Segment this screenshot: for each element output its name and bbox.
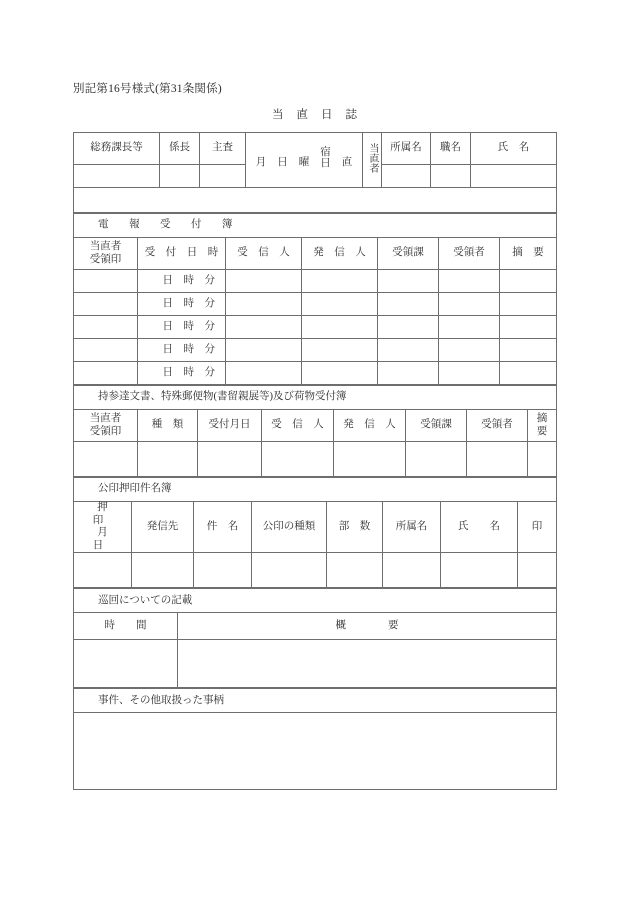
field-recipient[interactable] — [226, 270, 302, 293]
field-destination[interactable] — [132, 553, 194, 588]
date-label-month: 月 — [255, 156, 267, 168]
col-duty-receipt-seal-line1: 当直者 — [89, 241, 122, 253]
field-receiving-section[interactable] — [378, 316, 439, 339]
field-receipt-datetime[interactable]: 日 時 分 — [138, 293, 226, 316]
col-receiver: 受領者 — [467, 410, 528, 442]
col-duty-receipt-seal-line2: 受領印 — [89, 253, 122, 265]
col-receipt-date: 受付月日 — [198, 410, 262, 442]
col-affiliation: 所属名 — [383, 502, 441, 553]
date-label-weekday: 曜 — [298, 156, 310, 168]
col-affiliation: 所属名 — [382, 133, 431, 165]
col-seal: 印 — [518, 502, 557, 553]
col-somu-kacho: 総務課長等 — [74, 133, 160, 165]
table-row — [74, 293, 557, 316]
section-label-telegram: 電 報 受 付 簿 — [74, 214, 557, 238]
duty-type-stack — [320, 147, 331, 169]
field-name[interactable] — [471, 165, 557, 188]
documents-section-title-row — [74, 386, 557, 410]
field-receiver[interactable] — [439, 270, 500, 293]
duty-type-daytime: 日 — [320, 158, 331, 169]
incidents-section-title-row — [74, 689, 557, 713]
duty-log-form — [73, 132, 556, 790]
field-recipient[interactable] — [262, 442, 334, 477]
field-recipient[interactable] — [226, 362, 302, 385]
field-receipt-datetime[interactable]: 日 時 分 — [138, 270, 226, 293]
field-sender[interactable] — [302, 339, 378, 362]
seal-section-title-row — [74, 478, 557, 502]
field-position[interactable] — [431, 165, 471, 188]
col-recipient: 受 信 人 — [262, 410, 334, 442]
patrol-section — [73, 588, 557, 688]
col-remarks: 摘 要 — [500, 238, 557, 270]
header-table — [73, 132, 557, 213]
field-seal[interactable] — [518, 553, 557, 588]
table-row — [74, 270, 557, 293]
field-sender[interactable] — [302, 293, 378, 316]
field-recipient[interactable] — [226, 293, 302, 316]
field-duty-receipt-seal[interactable] — [74, 316, 138, 339]
duty-person-label: 当直者 — [367, 142, 378, 173]
col-subject: 件 名 — [194, 502, 252, 553]
table-row — [74, 640, 557, 688]
field-remarks[interactable] — [500, 293, 557, 316]
col-seal-date-line2: 月 日 — [92, 527, 137, 551]
field-receipt-date[interactable] — [198, 442, 262, 477]
field-duty-receipt-seal[interactable] — [74, 362, 138, 385]
page-title: 当直日誌 — [272, 109, 370, 121]
telegram-header-row — [74, 238, 557, 270]
field-remarks[interactable] — [500, 270, 557, 293]
documents-header-row — [74, 410, 557, 442]
form-number: 別記第16号様式(第31条関係) — [73, 83, 222, 95]
field-receiving-section[interactable] — [406, 442, 467, 477]
col-shusa: 主査 — [200, 133, 246, 165]
field-receiver[interactable] — [439, 316, 500, 339]
telegram-section-title-row — [74, 214, 557, 238]
col-seal-date-line1: 押 印 — [92, 502, 137, 526]
field-receiving-section[interactable] — [378, 270, 439, 293]
field-seal-date[interactable] — [74, 553, 132, 588]
field-receiver[interactable] — [439, 293, 500, 316]
incidents-section — [73, 688, 557, 790]
field-affiliation[interactable] — [383, 553, 441, 588]
field-receipt-datetime[interactable]: 日 時 分 — [138, 339, 226, 362]
field-receipt-datetime[interactable]: 日 時 分 — [138, 316, 226, 339]
col-receipt-datetime: 受 付 日 時 — [138, 238, 226, 270]
seal-section — [73, 477, 557, 588]
col-receiving-section: 受領課 — [406, 410, 467, 442]
field-recipient[interactable] — [226, 339, 302, 362]
col-copies: 部 数 — [327, 502, 383, 553]
field-receiving-section[interactable] — [378, 293, 439, 316]
field-subject[interactable] — [194, 553, 252, 588]
field-copies[interactable] — [327, 553, 383, 588]
col-name: 氏 名 — [441, 502, 518, 553]
col-date-duty — [246, 133, 363, 188]
field-sender[interactable] — [302, 362, 378, 385]
table-row — [74, 442, 557, 477]
col-sender: 発 信 人 — [302, 238, 378, 270]
section-label-patrol: 巡回についての記載 — [74, 589, 557, 613]
patrol-header-row — [74, 613, 557, 640]
field-duty-receipt-seal[interactable] — [74, 270, 138, 293]
field-recipient[interactable] — [226, 316, 302, 339]
field-patrol-summary[interactable] — [178, 640, 557, 688]
documents-section — [73, 385, 557, 477]
patrol-section-title-row — [74, 589, 557, 613]
col-receiving-section: 受領課 — [378, 238, 439, 270]
field-sender[interactable] — [302, 316, 378, 339]
col-kind: 種 類 — [138, 410, 198, 442]
col-destination: 発信先 — [132, 502, 194, 553]
field-shusa[interactable] — [200, 165, 246, 188]
field-receiving-section[interactable] — [378, 362, 439, 385]
table-row — [74, 713, 557, 790]
col-duty-receipt-seal-line2: 受領印 — [89, 425, 122, 437]
field-receiving-section[interactable] — [378, 339, 439, 362]
col-position: 職名 — [431, 133, 471, 165]
section-label-documents: 持参達文書、特殊郵便物(書留親展等)及び荷物受付簿 — [74, 386, 557, 410]
field-kakaricho[interactable] — [160, 165, 200, 188]
col-summary: 概 要 — [178, 613, 557, 640]
field-affiliation[interactable] — [382, 165, 431, 188]
field-receipt-datetime[interactable]: 日 時 分 — [138, 362, 226, 385]
col-time: 時 間 — [74, 613, 178, 640]
field-seal-type[interactable] — [252, 553, 327, 588]
col-duty-receipt-seal — [74, 410, 138, 442]
field-remarks[interactable] — [500, 316, 557, 339]
field-kind[interactable] — [138, 442, 198, 477]
header-notes-row — [74, 188, 557, 213]
section-label-incidents: 事件、その他取扱った事柄 — [74, 689, 557, 713]
col-duty-person — [363, 133, 382, 188]
col-remarks: 摘 要 — [528, 410, 557, 442]
table-row — [74, 553, 557, 588]
field-header-notes[interactable] — [74, 188, 557, 213]
duty-type-overnight: 宿 — [320, 146, 331, 158]
field-remarks[interactable] — [500, 362, 557, 385]
section-label-seal: 公印押印件名簿 — [74, 478, 557, 502]
field-duty-receipt-seal[interactable] — [74, 442, 138, 477]
field-somu-kacho[interactable] — [74, 165, 160, 188]
col-duty-receipt-seal — [74, 238, 138, 270]
col-kakaricho: 係長 — [160, 133, 200, 165]
field-sender[interactable] — [334, 442, 406, 477]
col-seal-type: 公印の種類 — [252, 502, 327, 553]
col-recipient: 受 信 人 — [226, 238, 302, 270]
table-row — [74, 316, 557, 339]
field-receiver[interactable] — [467, 442, 528, 477]
field-duty-receipt-seal[interactable] — [74, 293, 138, 316]
field-duty-receipt-seal[interactable] — [74, 339, 138, 362]
field-receiver[interactable] — [439, 362, 500, 385]
col-duty-receipt-seal-line1: 当直者 — [89, 413, 122, 425]
seal-header-row — [74, 502, 557, 553]
telegram-section — [73, 213, 557, 385]
field-name[interactable] — [441, 553, 518, 588]
duty-word: 直 — [341, 156, 353, 168]
col-sender: 発 信 人 — [334, 410, 406, 442]
col-name: 氏 名 — [471, 133, 557, 165]
field-patrol-time[interactable] — [74, 640, 178, 688]
table-row — [74, 339, 557, 362]
field-receiver[interactable] — [439, 339, 500, 362]
col-seal-date — [74, 502, 137, 553]
date-label-day: 日 — [277, 156, 288, 168]
table-row — [74, 362, 557, 385]
field-remarks[interactable] — [528, 442, 557, 477]
col-receiver: 受領者 — [439, 238, 500, 270]
header-row — [74, 133, 557, 165]
field-sender[interactable] — [302, 270, 378, 293]
field-remarks[interactable] — [500, 339, 557, 362]
field-incidents[interactable] — [74, 713, 557, 790]
